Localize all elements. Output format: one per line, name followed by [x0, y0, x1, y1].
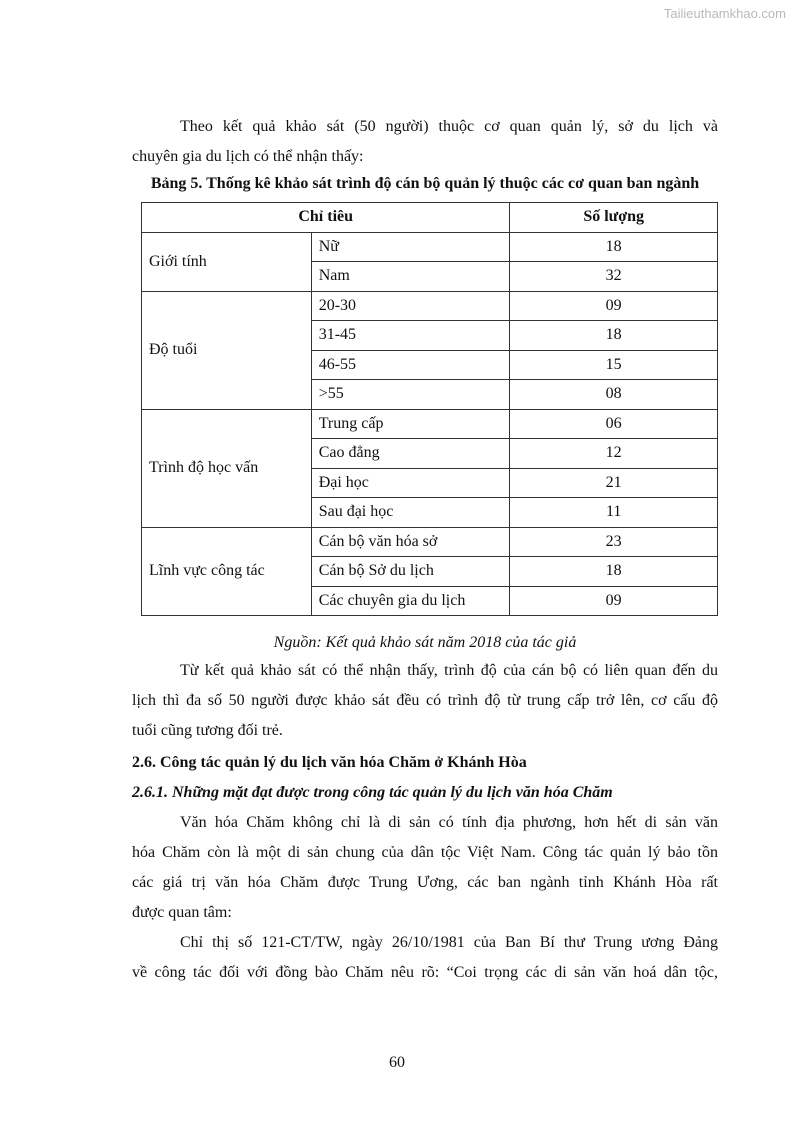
row-item: Các chuyên gia du lịch — [311, 586, 510, 616]
row-item: 20-30 — [311, 291, 510, 321]
group-label: Độ tuổi — [142, 291, 312, 409]
table-row — [142, 527, 718, 557]
group-label: Lĩnh vực công tác — [142, 527, 312, 616]
row-item: >55 — [311, 380, 510, 410]
row-item: Đại học — [311, 468, 510, 498]
paragraph2-line-1: Chỉ thị số 121-CT/TW, ngày 26/10/1981 của Ban Bí thư Trung ương Đảng — [180, 934, 718, 951]
row-value: 18 — [510, 321, 718, 351]
row-item: Sau đại học — [311, 498, 510, 528]
table-row — [142, 232, 718, 262]
row-value: 18 — [510, 557, 718, 587]
table-header-row — [142, 203, 718, 233]
section-heading: 2.6. Công tác quản lý du lịch văn hóa Chăm ở Khánh Hòa — [132, 754, 527, 771]
table-source: Nguồn: Kết quả khảo sát năm 2018 của tác giả — [273, 634, 577, 651]
row-item: Cao đẳng — [311, 439, 510, 469]
row-value: 12 — [510, 439, 718, 469]
paragraph2-line-2: về công tác đối với đồng bào Chăm nêu rõ: “Coi trọng các di sản văn hoá dân tộc, — [132, 964, 718, 981]
row-value: 32 — [510, 262, 718, 292]
conclusion-line-3: tuổi cũng tương đối trẻ. — [132, 722, 283, 739]
row-value: 09 — [510, 586, 718, 616]
row-value: 08 — [510, 380, 718, 410]
group-label: Trình độ học vấn — [142, 409, 312, 527]
row-value: 23 — [510, 527, 718, 557]
intro-line-1: Theo kết quả khảo sát (50 người) thuộc cơ quan quản lý, sở du lịch và — [180, 118, 718, 135]
table-caption: Bảng 5. Thống kê khảo sát trình độ cán bộ quản lý thuộc các cơ quan ban ngành — [150, 175, 700, 192]
row-value: 11 — [510, 498, 718, 528]
paragraph1-line-3: các giá trị văn hóa Chăm được Trung Ương, các ban ngành tỉnh Khánh Hòa rất — [132, 874, 718, 891]
intro-line-2: chuyên gia du lịch có thể nhận thấy: — [132, 148, 364, 165]
table-row — [142, 409, 718, 439]
row-value: 09 — [510, 291, 718, 321]
row-item: 31-45 — [311, 321, 510, 351]
row-item: 46-55 — [311, 350, 510, 380]
paragraph1-line-1: Văn hóa Chăm không chỉ là di sản có tính địa phương, hơn hết di sản văn — [180, 814, 718, 831]
header-count: Số lượng — [510, 203, 718, 233]
row-item: Nữ — [311, 232, 510, 262]
page-number: 60 — [389, 1054, 405, 1071]
row-value: 21 — [510, 468, 718, 498]
conclusion-line-1: Từ kết quả khảo sát có thể nhận thấy, trình độ của cán bộ có liên quan đến du — [180, 662, 718, 679]
row-item: Nam — [311, 262, 510, 292]
paragraph1-line-4: được quan tâm: — [132, 904, 232, 921]
table-row — [142, 291, 718, 321]
row-item: Cán bộ Sở du lịch — [311, 557, 510, 587]
survey-table — [141, 202, 718, 616]
subsection-heading: 2.6.1. Những mặt đạt được trong công tác quản lý du lịch văn hóa Chăm — [132, 784, 613, 801]
conclusion-line-2: lịch thì đa số 50 người được khảo sát đều có trình độ từ trung cấp trở lên, cơ cấu độ — [132, 692, 718, 709]
row-value: 06 — [510, 409, 718, 439]
row-value: 15 — [510, 350, 718, 380]
group-label: Giới tính — [142, 232, 312, 291]
header-criteria: Chỉ tiêu — [142, 203, 510, 233]
row-value: 18 — [510, 232, 718, 262]
row-item: Trung cấp — [311, 409, 510, 439]
watermark: Tailieuthamkhao.com — [663, 6, 786, 21]
row-item: Cán bộ văn hóa sở — [311, 527, 510, 557]
paragraph1-line-2: hóa Chăm còn là một di sản chung của dân tộc Việt Nam. Công tác quản lý bảo tồn — [132, 844, 718, 861]
